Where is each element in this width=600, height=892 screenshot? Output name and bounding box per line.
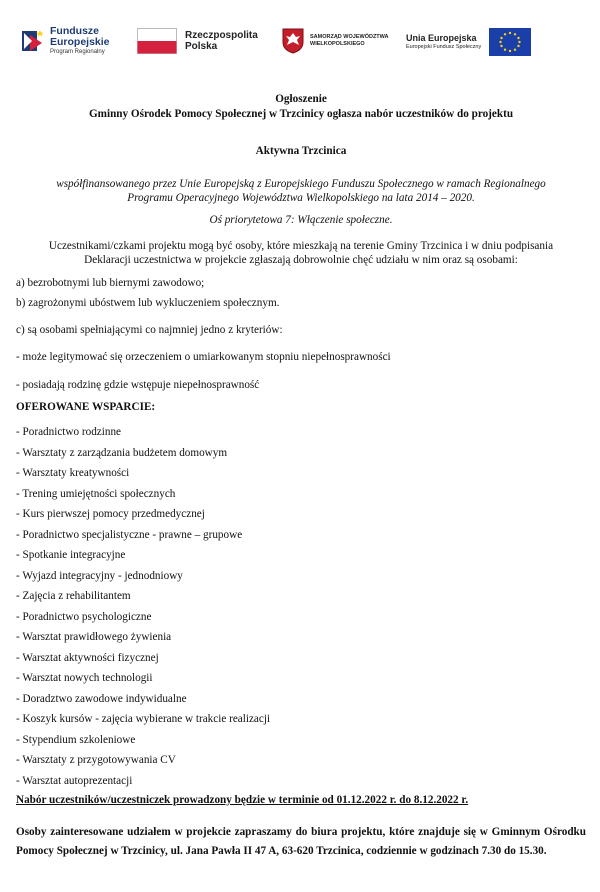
polish-flag-icon bbox=[137, 28, 177, 54]
unia-europejska-logo bbox=[406, 28, 531, 56]
fe-logo-line3: Program Regionalny bbox=[50, 49, 105, 55]
rzeczpospolita-polska-logo bbox=[137, 28, 258, 54]
support-item: - Warsztaty z zarządzania budżetem domowym bbox=[16, 446, 228, 459]
support-item: - Warsztaty z przygotowywania CV bbox=[16, 754, 176, 766]
support-item: - Warsztat autoprezentacji bbox=[16, 774, 133, 787]
fe-logo-line1: Fundusze bbox=[50, 25, 99, 37]
support-item: - Zajęcia z rehabilitantem bbox=[16, 590, 131, 602]
announcement-subtitle: Gminny Ośrodek Pomocy Społecznej w Trzcinicy ogłasza nabór uczestników do projektu bbox=[88, 108, 514, 120]
cofinance-line1: współfinansowanego przez Unie Europejską z Europejskiego Funduszu Społecznego w ramach Regionalnego bbox=[56, 178, 546, 190]
closing-paragraph: Osoby zainteresowane udziałem w projekcie zapraszamy do biura projektu, które znajduje się w Gminnym Ośrodku Pomocy Społecznej w Trzcinicy, ul. Jana Pawła II 47 A, 63-620 Trzcinica, codziennie w godzinach 7.30 do 15.30. bbox=[16, 826, 586, 857]
recruitment-period: Nabór uczestników/uczestniczek prowadzony będzie w terminie od 01.12.2022 r. do 8.12.2022 r. bbox=[16, 794, 469, 806]
intro-line2: Deklaracji uczestnictwa w projekcie zgłaszają dobrowolnie chęć udziału w nim oraz są osobami: bbox=[84, 254, 518, 266]
logo-bar bbox=[0, 0, 600, 70]
rp-logo-line2: Polska bbox=[185, 41, 218, 52]
support-item: - Stypendium szkoleniowe bbox=[16, 733, 136, 746]
fundusze-europejskie-emblem-icon bbox=[22, 29, 44, 53]
criterion-a: a) bezrobotnymi lub biernymi zawodowo; bbox=[16, 277, 205, 289]
fundusze-europejskie-logo bbox=[22, 26, 110, 56]
priority-axis: Oś priorytetowa 7: Włączenie społeczne. bbox=[209, 214, 393, 226]
fe-logo-line2: Europejskie bbox=[50, 36, 110, 48]
support-item: - Warsztaty kreatywności bbox=[16, 467, 130, 479]
support-item: - Koszyk kursów - zajęcia wybierane w trakcie realizacji bbox=[16, 713, 271, 725]
support-heading: OFEROWANE WSPARCIE: bbox=[16, 401, 156, 413]
support-item: - Kurs pierwszej pomocy przedmedycznej bbox=[16, 508, 205, 520]
samorzad-wojewodztwa-logo bbox=[282, 28, 389, 54]
support-item: - Poradnictwo rodzinne bbox=[16, 426, 122, 438]
announcement-title: Ogłoszenie bbox=[275, 93, 327, 105]
criterion-c: c) są osobami spełniającymi co najmniej jedno z kryteriów: bbox=[16, 324, 283, 336]
support-item: - Wyjazd integracyjny - jednodniowy bbox=[16, 569, 183, 582]
intro-line1: Uczestnikami/czkami projektu mogą być osoby, które mieszkają na terenie Gminy Trzcinica i w dniu podpisania bbox=[48, 240, 554, 252]
criterion-c-sub2: - posiadają rodzinę gdzie wstępuje niepełnosprawność bbox=[16, 379, 260, 391]
project-name: Aktywna Trzcinica bbox=[255, 145, 347, 157]
support-item: - Trening umiejętności społecznych bbox=[16, 487, 176, 500]
criterion-c-sub1: - może legitymować się orzeczeniem o umiarkowanym stopniu niepełnosprawności bbox=[16, 351, 391, 363]
ue-logo-line1: Unia Europejska bbox=[406, 33, 477, 43]
swl-logo-line2: WIELKOPOLSKIEGO bbox=[310, 41, 365, 47]
support-item: - Doradztwo zawodowe indywidualne bbox=[16, 692, 187, 705]
criterion-b: b) zagrożonymi ubóstwem lub wykluczeniem społecznym. bbox=[16, 297, 280, 309]
ue-logo-line2: Europejski Fundusz Społeczny bbox=[406, 44, 482, 50]
support-item: - Poradnictwo psychologiczne bbox=[16, 610, 152, 623]
support-item: - Warsztat prawidłowego żywienia bbox=[16, 631, 172, 643]
cofinance-line2: Programu Operacyjnego Województwa Wielkopolskiego na lata 2014 – 2020. bbox=[127, 192, 475, 204]
eagle-shield-icon bbox=[282, 28, 304, 54]
support-item: - Poradnictwo specjalistyczne - prawne – grupowe bbox=[16, 528, 243, 541]
swl-logo-line1: SAMORZĄD WOJEWÓDZTWA bbox=[310, 34, 389, 40]
eu-flag-icon bbox=[489, 28, 531, 56]
rp-logo-line1: Rzeczpospolita bbox=[185, 30, 258, 41]
support-item: - Warsztat nowych technologii bbox=[16, 672, 153, 684]
support-item: - Warsztat aktywności fizycznej bbox=[16, 651, 159, 664]
support-item: - Spotkanie integracyjne bbox=[16, 549, 126, 561]
